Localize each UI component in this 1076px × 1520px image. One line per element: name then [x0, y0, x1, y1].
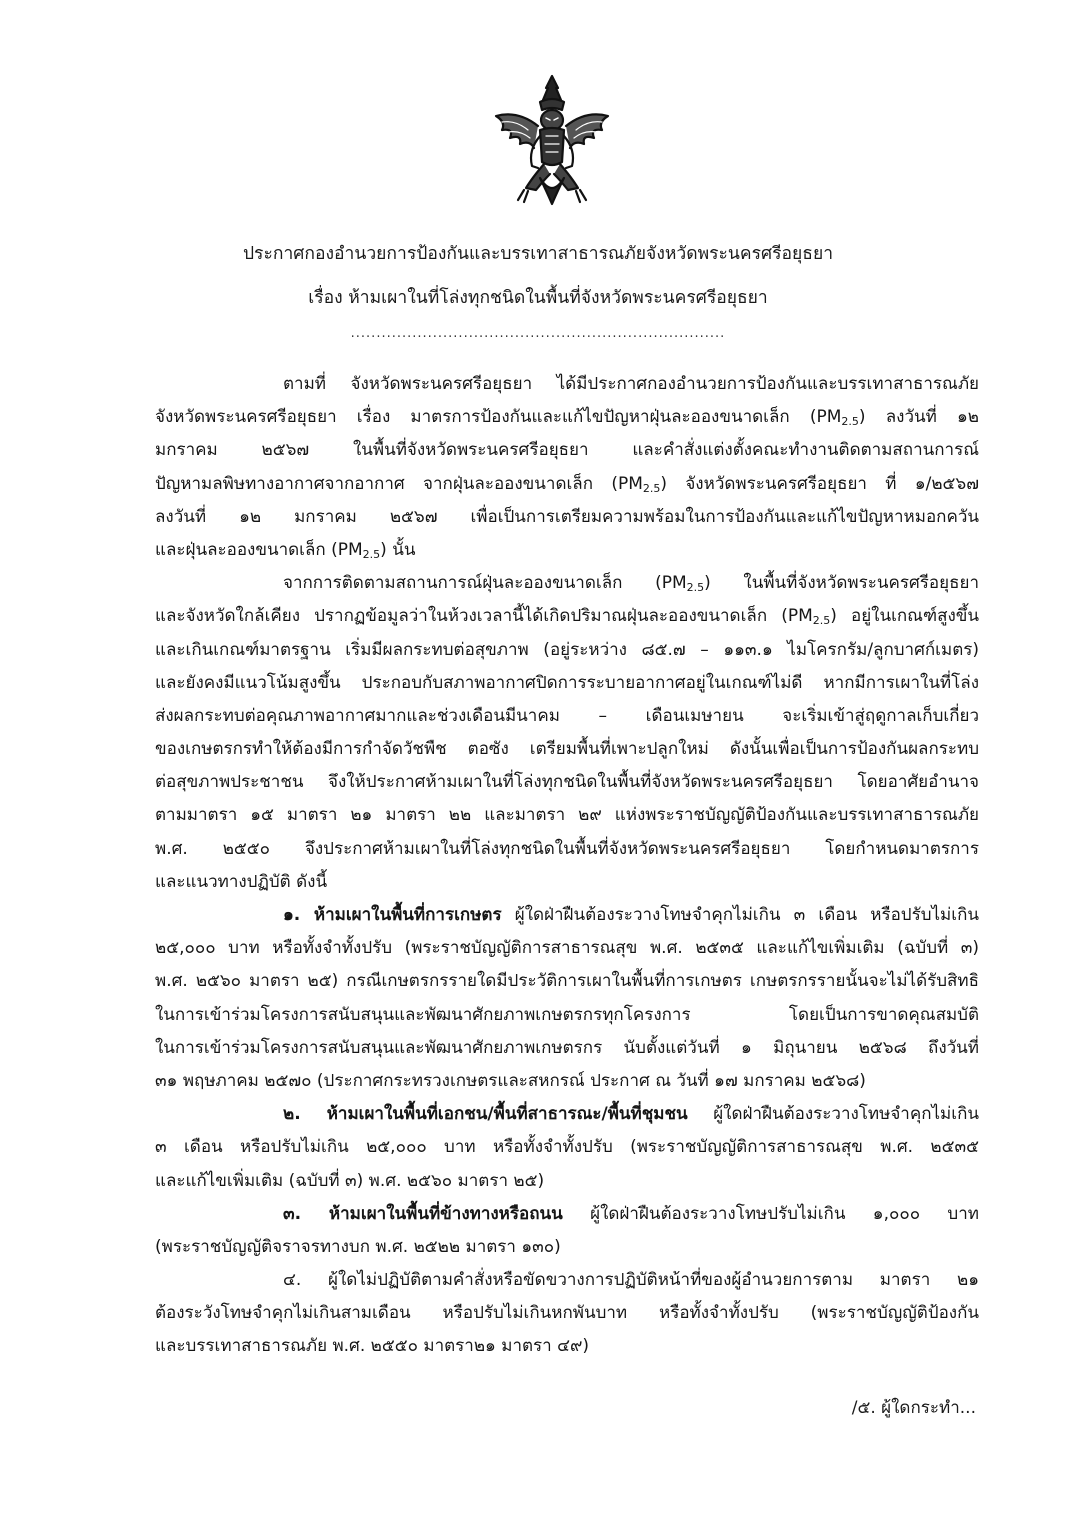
para2-line: ตามมาตรา ๑๕ มาตรา ๒๑ มาตรา ๒๒ และมาตรา ๒๙ แห่งพระราชบัญญัติป้องกันและบรรเทาสาธารณภัย — [155, 805, 979, 826]
announcement-title: ประกาศกองอำนวยการป้องกันและบรรเทาสาธารณภัยจังหวัดพระนครศรีอยุธยา — [242, 244, 834, 264]
item2-line: ๓ เดือน หรือปรับไม่เกิน ๒๕,๐๐๐ บาท หรือทั้งจำทั้งปรับ (พระราชบัญญัติการสาธารณสุข พ.ศ. ๒๕๓๕ — [155, 1137, 979, 1158]
continuation-note: /๕. ผู้ใดกระทำ... — [851, 1398, 976, 1418]
para2-line: พ.ศ. ๒๕๕๐ จึงประกาศห้ามเผาในที่โล่งทุกชนิดในพื้นที่จังหวัดพระนครศรีอยุธยา โดยกำหนดมาตรการ — [155, 838, 979, 859]
para2-line: และแนวทางปฏิบัติ ดังนี้ — [155, 871, 328, 892]
announcement-subject: เรื่อง ห้ามเผาในที่โล่งทุกชนิดในพื้นที่จังหวัดพระนครศรีอยุธยา — [308, 288, 768, 308]
document-body — [155, 368, 979, 1364]
item4-line: ๔. ผู้ใดไม่ปฏิบัติตามคำสั่งหรือขัดขวางการปฏิบัติหน้าที่ของผู้อำนวยการตาม มาตรา ๒๑ — [283, 1270, 979, 1291]
para2-line: ส่งผลกระทบต่อคุณภาพอากาศมากและช่วงเดือนมีนาคม – เดือนเมษายน จะเริ่มเข้าสู่ฤดูกาลเก็บเกี่ยว — [155, 705, 979, 726]
item2-line: ๒. ห้ามเผาในพื้นที่เอกชน/พื้นที่สาธารณะ/พื้นที่ชุมชน ผู้ใดฝ่าฝืนต้องระวางโทษจำคุกไม่เกิน — [283, 1104, 979, 1125]
item1-line: ๑. ห้ามเผาในพื้นที่การเกษตร ผู้ใดฝ่าฝืนต้องระวางโทษจำคุกไม่เกิน ๓ เดือน หรือปรับไม่เกิน — [283, 905, 979, 925]
para1-line: ตามที่ จังหวัดพระนครศรีอยุธยา ได้มีประกาศกองอำนวยการป้องกันและบรรเทาสาธารณภัย — [283, 374, 979, 394]
item3-line: ๓. ห้ามเผาในพื้นที่ข้างทางหรือถนน ผู้ใดฝ่าฝืนต้องระวางโทษปรับไม่เกิน ๑,๐๐๐ บาท — [283, 1203, 979, 1224]
separator-line: ......................................................................... — [350, 326, 726, 341]
para1-line: และฝุ่นละอองขนาดเล็ก $(PM_{2.5})$ นั้น — [155, 539, 416, 561]
para2-line: ต่อสุขภาพประชาชน จึงให้ประกาศห้ามเผาในที่โล่งทุกชนิดในพื้นที่จังหวัดพระนครศรีอยุธยา โดยอาศัยอำนาจ — [155, 772, 979, 793]
para1-line: ลงวันที่ ๑๒ มกราคม ๒๕๖๗ เพื่อเป็นการเตรียมความพร้อมในการป้องกันและแก้ไขปัญหาหมอกควัน — [155, 506, 979, 527]
para2-line: ของเกษตรกรทำให้ต้องมีการกำจัดวัชพืช ตอซัง เตรียมพื้นที่เพาะปลูกใหม่ ดังนั้นเพื่อเป็นการป้องกันผลกระทบ — [155, 739, 979, 760]
para2-line: และยังคงมีแนวโน้มสูงขึ้น ประกอบกับสภาพอากาศปิดการระบายอากาศอยู่ในเกณฑ์ไม่ดี หากมีการเผาในที่โล่ง — [155, 672, 979, 693]
para2-line: และจังหวัดใกล้เคียง ปรากฏข้อมูลว่าในห้วงเวลานี้ได้เกิดปริมาณฝุ่นละอองขนาดเล็ก $(PM_{2.5})$ อยู่ในเกณฑ์สูงขึ้น — [155, 606, 979, 628]
item1-heading: ๑. ห้ามเผาในพื้นที่การเกษตร — [283, 905, 502, 925]
para2-line: และเกินเกณฑ์มาตรฐาน เริ่มมีผลกระทบต่อสุขภาพ (อยู่ระหว่าง ๘๕.๗ – ๑๑๓.๑ ไมโครกรัม/ลูกบาศก์เมตร) — [155, 639, 979, 660]
para1-line: จังหวัดพระนครศรีอยุธยา เรื่อง มาตรการป้องกันและแก้ไขปัญหาฝุ่นละอองขนาดเล็ก $(PM_{2.5})$ ลงวันที่ ๑๒ — [155, 407, 979, 429]
item1-line: ในการเข้าร่วมโครงการสนับสนุนและพัฒนาศักยภาพเกษตรกรทุกโครงการ โดยเป็นการขาดคุณสมบัติ — [155, 1004, 979, 1025]
para2-line: จากการติดตามสถานการณ์ฝุ่นละอองขนาดเล็ก $(PM_{2.5})$ ในพื้นที่จังหวัดพระนครศรีอยุธยา — [283, 573, 979, 595]
item4-line: ต้องระวังโทษจำคุกไม่เกินสามเดือน หรือปรับไม่เกินหกพันบาท หรือทั้งจำทั้งปรับ (พระราชบัญญัติป้องกัน — [155, 1303, 979, 1324]
item3-heading: ๓. ห้ามเผาในพื้นที่ข้างทางหรือถนน — [283, 1203, 563, 1224]
para1-line: มกราคม ๒๕๖๗ ในพื้นที่จังหวัดพระนครศรีอยุธยา และคำสั่งแต่งตั้งคณะทำงานติดตามสถานการณ์ — [155, 440, 979, 461]
item4-line: และบรรเทาสาธารณภัย พ.ศ. ๒๕๕๐ มาตรา๒๑ มาตรา ๔๙) — [155, 1336, 590, 1357]
item2-line: และแก้ไขเพิ่มเติม (ฉบับที่ ๓) พ.ศ. ๒๕๖๐ มาตรา ๒๕) — [155, 1170, 545, 1191]
item1-line: ๒๕,๐๐๐ บาท หรือทั้งจำทั้งปรับ (พระราชบัญญัติการสาธารณสุข พ.ศ. ๒๕๓๕ และแก้ไขเพิ่มเติม (ฉบับที่ ๓) — [155, 938, 979, 959]
item1-line: ในการเข้าร่วมโครงการสนับสนุนและพัฒนาศักยภาพเกษตรกร นับตั้งแต่วันที่ ๑ มิถุนายน ๒๕๖๘ ถึงวันที่ — [155, 1037, 979, 1058]
item2-heading: ๒. ห้ามเผาในพื้นที่เอกชน/พื้นที่สาธารณะ/พื้นที่ชุมชน — [283, 1104, 688, 1125]
para1-line: ปัญหามลพิษทางอากาศจากอากาศ จากฝุ่นละอองขนาดเล็ก $(PM_{2.5})$ จังหวัดพระนครศรีอยุธยา ที่ ๑/๒๕๖๗ — [155, 473, 979, 495]
item1-line: พ.ศ. ๒๕๖๐ มาตรา ๒๕) กรณีเกษตรกรรายใดมีประวัติการเผาในพื้นที่การเกษตร เกษตรกรรายนั้นจะไม่ได้รับสิทธิ — [155, 971, 979, 992]
garuda-emblem-icon — [488, 70, 616, 210]
item3-line: (พระราชบัญญัติจราจรทางบก พ.ศ. ๒๕๒๒ มาตรา ๑๓๐) — [155, 1236, 561, 1257]
item1-line: ๓๑ พฤษภาคม ๒๕๗๐ (ประกาศกระทรวงเกษตรและสหกรณ์ ประกาศ ณ วันที่ ๑๗ มกราคม ๒๕๖๘) — [155, 1070, 866, 1091]
